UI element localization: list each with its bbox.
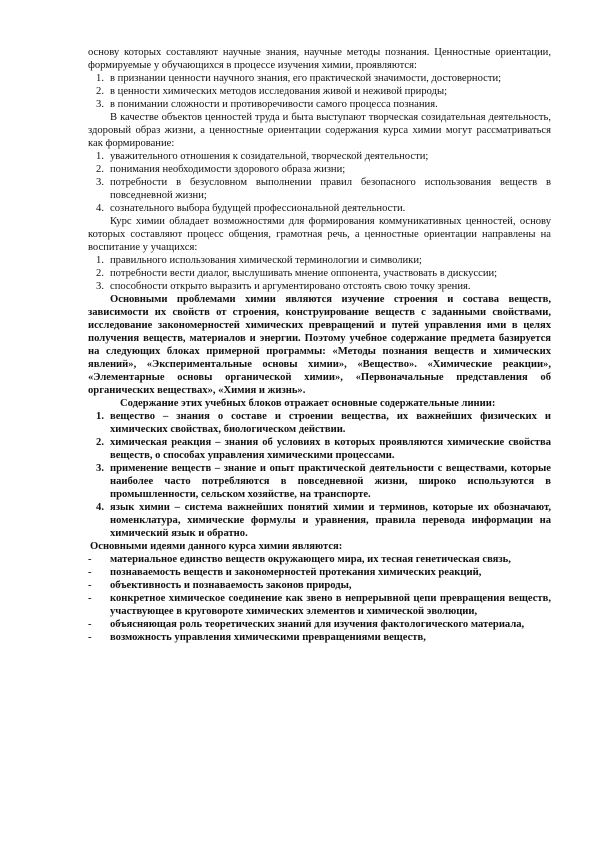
list-item bbox=[88, 163, 551, 176]
list-item bbox=[88, 501, 551, 540]
list-number: 1. bbox=[96, 255, 104, 266]
list-number: 4. bbox=[96, 502, 104, 513]
list-item-text: объективность и познаваемость законов природы, bbox=[110, 580, 352, 591]
list-number: 2. bbox=[96, 268, 104, 279]
list-dash: - bbox=[88, 632, 92, 643]
list-number: 3. bbox=[96, 177, 104, 188]
list-item-text: потребности в безусловном выполнении правил безопасного использования веществ в повседневной жизни; bbox=[110, 177, 551, 201]
list-item bbox=[88, 592, 551, 618]
list-number: 1. bbox=[96, 73, 104, 84]
list-item-text: применение веществ – знание и опыт практической деятельности с веществами, которые наиболее часто потребляются в повседневной жизни, широко используются в промышленности, сельском хозяйстве, на транспорте. bbox=[110, 463, 551, 500]
list-item bbox=[88, 566, 551, 579]
list-number: 1. bbox=[96, 411, 104, 422]
list-number: 4. bbox=[96, 203, 104, 214]
list-item-text: правильного использования химической терминологии и символики; bbox=[110, 255, 422, 266]
list-number: 3. bbox=[96, 281, 104, 292]
list-item bbox=[88, 436, 551, 462]
list-item bbox=[88, 462, 551, 501]
list-item-text: в признании ценности научного знания, его практической значимости, достоверности; bbox=[110, 73, 502, 84]
paragraph-main-problems: Основными проблемами химии являются изучение строения и состава веществ, зависимости их свойств от строения, конструирование веществ с заданными свойствами, исследование закономерностей химических превращений и путей управления ими в целях получения веществ, материалов и энергии. Поэтому учебное содержание предмета базируется на следующих блоках примерной программы: «Методы познания веществ и химических явлений», «Экспериментальные основы химии», «Вещество». «Химические реакции», «Элементарные основы органической химии», «Первоначальные представления об органических веществах», «Химия и жизнь». bbox=[88, 294, 551, 396]
list-item bbox=[88, 267, 551, 280]
list-item-text: познаваемость веществ и закономерностей протекания химических реакций, bbox=[110, 567, 482, 578]
list-number: 3. bbox=[96, 99, 104, 110]
paragraph-labor-values: В качестве объектов ценностей труда и быта выступают творческая созидательная деятельность, здоровый образ жизни, а ценностные ориентации содержания курса химии могут рассматриваться как формирование: bbox=[88, 112, 551, 149]
list-number: 2. bbox=[96, 164, 104, 175]
heading-main-ideas: Основными идеями данного курса химии являются: bbox=[90, 541, 343, 552]
list-item-text: понимания необходимости здорового образа жизни; bbox=[110, 164, 346, 175]
list-item-text: сознательного выбора будущей профессиональной деятельности. bbox=[110, 203, 406, 214]
list-item bbox=[88, 280, 551, 293]
list-number: 1. bbox=[96, 151, 104, 162]
list-item-text: объясняющая роль теоретических знаний для изучения фактологического материала, bbox=[110, 619, 525, 630]
list-item bbox=[88, 72, 551, 85]
list-item bbox=[88, 150, 551, 163]
list-dash: - bbox=[88, 619, 92, 630]
list-dash: - bbox=[88, 567, 92, 578]
list-item-text: вещество – знания о составе и строении вещества, их важнейших физических и химических свойствах, биологическом действии. bbox=[110, 411, 551, 435]
list-item-text: возможность управления химическими превращениями веществ, bbox=[110, 632, 426, 643]
list-item-text: уважительного отношения к созидательной, творческой деятельности; bbox=[110, 151, 429, 162]
paragraph-intro: основу которых составляют научные знания, научные методы познания. Ценностные ориентации, формируемые у обучающихся в процессе изучения химии, проявляются: bbox=[88, 47, 551, 71]
list-item bbox=[88, 579, 551, 592]
list-main-ideas bbox=[88, 553, 551, 644]
list-labor-values bbox=[88, 150, 551, 215]
list-dash: - bbox=[88, 554, 92, 565]
list-item bbox=[88, 85, 551, 98]
list-item bbox=[88, 254, 551, 267]
list-item-text: конкретное химическое соединение как звено в непрерывной цепи превращения веществ, участвующее в круговороте химических элементов и химической эволюции, bbox=[110, 593, 551, 617]
list-number: 2. bbox=[96, 86, 104, 97]
paragraph-communication-values: Курс химии обладает возможностями для формирования коммуникативных ценностей, основу которых составляют процесс общения, грамотная речь, а ценностные ориентации направлены на воспитание у учащихся: bbox=[88, 216, 551, 253]
list-item bbox=[88, 631, 551, 644]
list-item-text: в ценности химических методов исследования живой и неживой природы; bbox=[110, 86, 448, 97]
heading-content-lines: Содержание этих учебных блоков отражает основные содержательные линии: bbox=[120, 398, 496, 409]
list-item bbox=[88, 553, 551, 566]
list-content-lines bbox=[88, 410, 551, 540]
list-item bbox=[88, 176, 551, 202]
list-item-text: потребности вести диалог, выслушивать мнение оппонента, участвовать в дискуссии; bbox=[110, 268, 498, 279]
list-item-text: способности открыто выразить и аргументировано отстоять свою точку зрения. bbox=[110, 281, 471, 292]
list-item bbox=[88, 618, 551, 631]
list-number: 3. bbox=[96, 463, 104, 474]
list-dash: - bbox=[88, 593, 92, 604]
list-item bbox=[88, 98, 551, 111]
list-dash: - bbox=[88, 580, 92, 591]
list-number: 2. bbox=[96, 437, 104, 448]
list-item-text: материальное единство веществ окружающего мира, их тесная генетическая связь, bbox=[110, 554, 511, 565]
list-item-text: язык химии – система важнейших понятий химии и терминов, которые их обозначают, номенклатура, химические формулы и уравнения, правила перевода информации на химический язык и обратно. bbox=[110, 502, 551, 539]
list-item bbox=[88, 410, 551, 436]
list-item bbox=[88, 202, 551, 215]
list-item-text: в понимании сложности и противоречивости самого процесса познания. bbox=[110, 99, 438, 110]
list-communication-values bbox=[88, 254, 551, 293]
list-cognitive-values bbox=[88, 72, 551, 111]
list-item-text: химическая реакция – знания об условиях в которых проявляются химические свойства веществ, о способах управления химическими процессами. bbox=[110, 437, 551, 461]
